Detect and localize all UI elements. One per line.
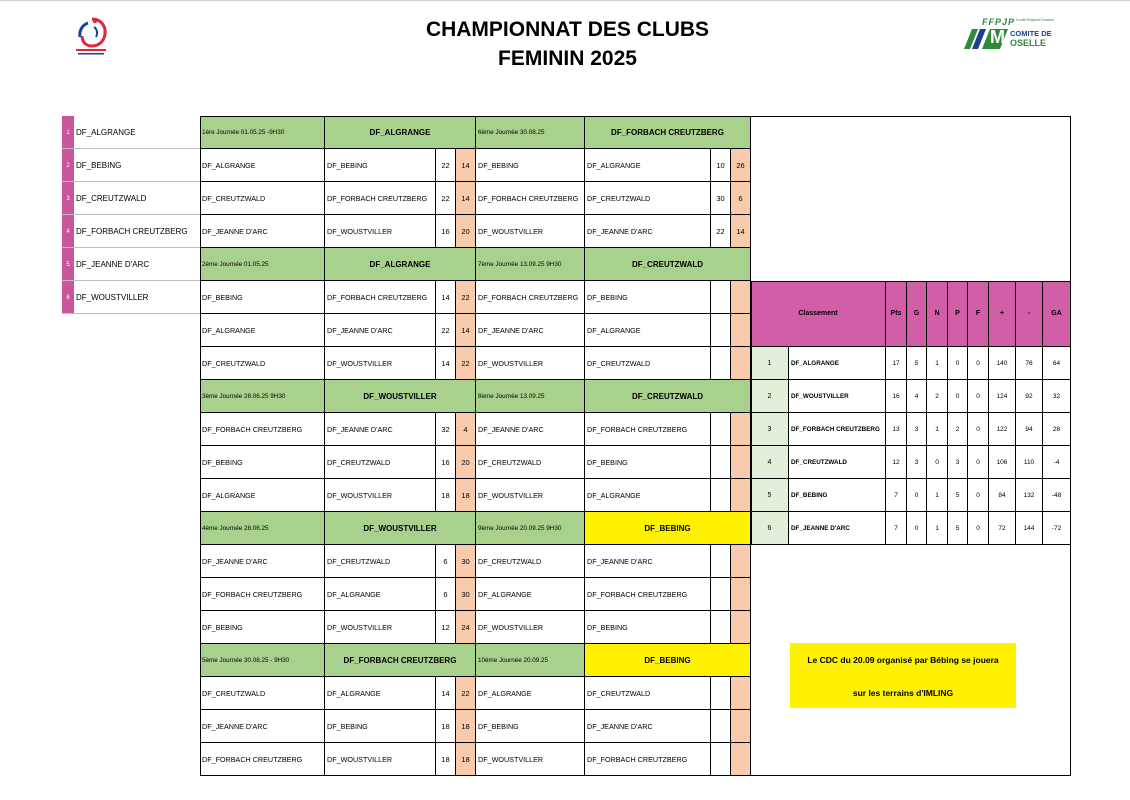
classement-minus: 76 (1016, 347, 1043, 380)
classement-plus: 72 (989, 512, 1016, 545)
right-score-b: 14 (731, 215, 751, 248)
left-team-b: DF_BEBING (325, 149, 436, 182)
classement-col-p: P (948, 281, 968, 347)
right-team-b: DF_BEBING (585, 446, 711, 479)
classement-p: 5 (948, 512, 968, 545)
left-score-b: 14 (456, 314, 476, 347)
classement-f: 0 (968, 446, 989, 479)
right-score-b (731, 446, 751, 479)
classement-plus: 106 (989, 446, 1016, 479)
left-score-a: 16 (436, 446, 456, 479)
classement-plus: 122 (989, 413, 1016, 446)
left-team-a: DF_JEANNE D'ARC (200, 545, 325, 578)
left-score-a: 18 (436, 479, 456, 512)
right-host-club: DF_CREUTZWALD (585, 380, 751, 413)
left-score-b: 4 (456, 413, 476, 446)
m-letter: M (990, 27, 1005, 47)
classement-rank: 1 (751, 347, 789, 380)
right-score-a (711, 413, 731, 446)
team-name: DF_ALGRANGE (76, 128, 136, 137)
left-day-header: 5ème Journée 30.08.25 - 9H30 (200, 644, 325, 677)
classement-g: 3 (907, 413, 927, 446)
left-score-b: 14 (456, 149, 476, 182)
team-name: DF_WOUSTVILLER (76, 293, 149, 302)
classement-ga: 32 (1043, 380, 1071, 413)
classement-minus: 144 (1016, 512, 1043, 545)
ffpjp-label: FFPJP (982, 17, 1016, 27)
classement-pts: 13 (886, 413, 907, 446)
classement-pts: 17 (886, 347, 907, 380)
comite-regional-label: Comité Régional Grandest (1016, 18, 1054, 22)
classement-plus: 124 (989, 380, 1016, 413)
team-list-item (62, 281, 200, 314)
right-team-b: DF_BEBING (585, 611, 711, 644)
right-score-b (731, 314, 751, 347)
left-score-b: 18 (456, 743, 476, 776)
classement-col-minus: - (1016, 281, 1043, 347)
left-team-b: DF_JEANNE D'ARC (325, 413, 436, 446)
right-team-a: DF_FORBACH CREUTZBERG (476, 182, 585, 215)
right-team-a: DF_BEBING (476, 149, 585, 182)
right-day-header: 9ème Journée 20.09.25 9H30 (476, 512, 585, 545)
classement-n: 1 (927, 347, 948, 380)
classement-plus: 140 (989, 347, 1016, 380)
right-day-header: 8ème Journée 13.09.25 (476, 380, 585, 413)
right-score-b (731, 281, 751, 314)
right-host-club: DF_BEBING (585, 512, 751, 545)
left-score-b: 20 (456, 446, 476, 479)
left-score-a: 12 (436, 611, 456, 644)
right-team-a: DF_ALGRANGE (476, 677, 585, 710)
right-score-b: 6 (731, 182, 751, 215)
ff-petanque-label (70, 51, 112, 54)
classement-p: 0 (948, 380, 968, 413)
classement-ga: -72 (1043, 512, 1071, 545)
classement-rank: 4 (751, 446, 789, 479)
left-team-b: DF_ALGRANGE (325, 677, 436, 710)
right-team-a: DF_FORBACH CREUTZBERG (476, 281, 585, 314)
left-host-club: DF_FORBACH CREUTZBERG (325, 644, 476, 677)
left-host-club: DF_ALGRANGE (325, 116, 476, 149)
classement-team: DF_CREUTZWALD (789, 446, 886, 479)
classement-n: 2 (927, 380, 948, 413)
right-score-b (731, 479, 751, 512)
right-team-b: DF_BEBING (585, 281, 711, 314)
classement-p: 2 (948, 413, 968, 446)
classement-minus: 110 (1016, 446, 1043, 479)
left-team-a: DF_ALGRANGE (200, 149, 325, 182)
left-team-a: DF_ALGRANGE (200, 314, 325, 347)
left-score-b: 30 (456, 578, 476, 611)
left-team-b: DF_WOUSTVILLER (325, 743, 436, 776)
team-number: 3 (66, 195, 70, 202)
left-team-b: DF_BEBING (325, 710, 436, 743)
right-score-b (731, 545, 751, 578)
left-score-a: 22 (436, 314, 456, 347)
classement-header: Classement (751, 281, 886, 347)
team-number: 1 (66, 129, 70, 136)
right-score-a (711, 578, 731, 611)
right-team-b: DF_ALGRANGE (585, 149, 711, 182)
right-team-a: DF_BEBING (476, 710, 585, 743)
left-score-a: 22 (436, 182, 456, 215)
classement-n: 1 (927, 479, 948, 512)
right-score-a (711, 347, 731, 380)
left-host-club: DF_WOUSTVILLER (325, 380, 476, 413)
right-team-b: DF_FORBACH CREUTZBERG (585, 578, 711, 611)
classement-f: 0 (968, 479, 989, 512)
right-score-a (711, 710, 731, 743)
classement-f: 0 (968, 413, 989, 446)
classement-g: 0 (907, 512, 927, 545)
right-host-club: DF_FORBACH CREUTZBERG (585, 116, 751, 149)
team-number: 5 (66, 261, 70, 268)
classement-p: 3 (948, 446, 968, 479)
left-team-b: DF_CREUTZWALD (325, 545, 436, 578)
note-line-2: sur les terrains d'IMLING (852, 688, 954, 698)
classement-f: 0 (968, 347, 989, 380)
classement-pts: 12 (886, 446, 907, 479)
left-team-a: DF_JEANNE D'ARC (200, 710, 325, 743)
left-team-b: DF_FORBACH CREUTZBERG (325, 182, 436, 215)
left-team-b: DF_JEANNE D'ARC (325, 314, 436, 347)
left-day-header: 1ère Journée 01.05.25 -9H30 (200, 116, 325, 149)
team-number: 6 (66, 294, 70, 301)
classement-rank: 3 (751, 413, 789, 446)
right-score-a (711, 545, 731, 578)
right-score-b (731, 611, 751, 644)
left-score-a: 6 (436, 578, 456, 611)
classement-n: 1 (927, 512, 948, 545)
team-list-item (62, 182, 200, 215)
classement-team: DF_WOUSTVILLER (789, 380, 886, 413)
left-team-a: DF_JEANNE D'ARC (200, 215, 325, 248)
left-team-b: DF_CREUTZWALD (325, 446, 436, 479)
classement-rank: 6 (751, 512, 789, 545)
classement-g: 3 (907, 446, 927, 479)
right-team-a: DF_JEANNE D'ARC (476, 314, 585, 347)
right-score-a (711, 479, 731, 512)
left-team-a: DF_BEBING (200, 611, 325, 644)
right-team-a: DF_WOUSTVILLER (476, 611, 585, 644)
classement-g: 0 (907, 479, 927, 512)
right-score-a (711, 677, 731, 710)
right-score-b (731, 347, 751, 380)
note-line-1: Le CDC du 20.09 organisé par Bébing se jouera (807, 655, 999, 665)
classement-g: 4 (907, 380, 927, 413)
left-team-a: DF_FORBACH CREUTZBERG (200, 413, 325, 446)
right-day-header: 10ème Journée 20.09.25 (476, 644, 585, 677)
left-host-club: DF_ALGRANGE (325, 248, 476, 281)
right-team-b: DF_ALGRANGE (585, 479, 711, 512)
right-score-a: 30 (711, 182, 731, 215)
classement-plus: 84 (989, 479, 1016, 512)
classement-p: 5 (948, 479, 968, 512)
right-score-b (731, 413, 751, 446)
right-day-header: 6ème Journée 30.08.25 (476, 116, 585, 149)
team-list-item (62, 215, 200, 248)
classement-rank: 2 (751, 380, 789, 413)
classement-n: 1 (927, 413, 948, 446)
page-title: CHAMPIONNAT DES CLUBS (425, 18, 710, 41)
classement-col-n: N (927, 281, 948, 347)
right-team-b: DF_FORBACH CREUTZBERG (585, 743, 711, 776)
classement-pts: 7 (886, 512, 907, 545)
right-team-a: DF_ALGRANGE (476, 578, 585, 611)
right-team-b: DF_CREUTZWALD (585, 677, 711, 710)
left-score-b: 24 (456, 611, 476, 644)
right-team-a: DF_WOUSTVILLER (476, 743, 585, 776)
left-team-a: DF_CREUTZWALD (200, 347, 325, 380)
left-score-b: 22 (456, 677, 476, 710)
classement-f: 0 (968, 512, 989, 545)
left-team-a: DF_ALGRANGE (200, 479, 325, 512)
right-team-a: DF_WOUSTVILLER (476, 347, 585, 380)
classement-team: DF_BEBING (789, 479, 886, 512)
right-score-a: 22 (711, 215, 731, 248)
team-name: DF_BEBING (76, 161, 122, 170)
right-score-a (711, 281, 731, 314)
left-team-b: DF_WOUSTVILLER (325, 347, 436, 380)
right-score-b (731, 578, 751, 611)
left-team-a: DF_CREUTZWALD (200, 182, 325, 215)
left-score-a: 22 (436, 149, 456, 182)
left-score-b: 18 (456, 710, 476, 743)
right-score-a (711, 446, 731, 479)
left-score-b: 18 (456, 479, 476, 512)
left-host-club: DF_WOUSTVILLER (325, 512, 476, 545)
classement-minus: 92 (1016, 380, 1043, 413)
classement-f: 0 (968, 380, 989, 413)
left-score-a: 14 (436, 281, 456, 314)
team-number: 2 (66, 162, 70, 169)
classement-col-plus: + (989, 281, 1016, 347)
classement-n: 0 (927, 446, 948, 479)
right-team-a: DF_CREUTZWALD (476, 545, 585, 578)
right-team-b: DF_FORBACH CREUTZBERG (585, 413, 711, 446)
classement-rank: 5 (751, 479, 789, 512)
comite-moselle-logo (962, 17, 1058, 51)
right-score-b (731, 677, 751, 710)
classement-g: 5 (907, 347, 927, 380)
top-border-line (0, 0, 1130, 1)
right-team-a: DF_JEANNE D'ARC (476, 413, 585, 446)
left-day-header: 2ème Journée 01.05.25 (200, 248, 325, 281)
left-team-a: DF_CREUTZWALD (200, 677, 325, 710)
team-name: DF_FORBACH CREUTZBERG (76, 227, 188, 236)
left-score-b: 22 (456, 347, 476, 380)
right-score-a (711, 611, 731, 644)
left-team-b: DF_WOUSTVILLER (325, 479, 436, 512)
right-score-a: 10 (711, 149, 731, 182)
right-team-a: DF_CREUTZWALD (476, 446, 585, 479)
classement-ga: -4 (1043, 446, 1071, 479)
team-name: DF_CREUTZWALD (76, 194, 147, 203)
right-score-a (711, 314, 731, 347)
team-number: 4 (66, 228, 70, 235)
right-team-a: DF_WOUSTVILLER (476, 215, 585, 248)
right-host-club: DF_CREUTZWALD (585, 248, 751, 281)
left-score-a: 14 (436, 347, 456, 380)
classement-minus: 94 (1016, 413, 1043, 446)
left-team-b: DF_WOUSTVILLER (325, 611, 436, 644)
right-host-club: DF_BEBING (585, 644, 751, 677)
right-score-b (731, 710, 751, 743)
left-day-header: 3ème Journée 28.06.25 9H30 (200, 380, 325, 413)
team-list-item (62, 149, 200, 182)
classement-team: DF_JEANNE D'ARC (789, 512, 886, 545)
left-team-a: DF_FORBACH CREUTZBERG (200, 743, 325, 776)
left-score-a: 18 (436, 710, 456, 743)
left-team-b: DF_ALGRANGE (325, 578, 436, 611)
left-team-a: DF_BEBING (200, 281, 325, 314)
right-team-b: DF_CREUTZWALD (585, 182, 711, 215)
left-score-a: 16 (436, 215, 456, 248)
classement-team: DF_ALGRANGE (789, 347, 886, 380)
right-team-b: DF_JEANNE D'ARC (585, 710, 711, 743)
team-list-item (62, 116, 200, 149)
left-score-b: 20 (456, 215, 476, 248)
team-list-item (62, 248, 200, 281)
classement-ga: 28 (1043, 413, 1071, 446)
classement-col-ga: GA (1043, 281, 1071, 347)
left-score-a: 6 (436, 545, 456, 578)
left-score-a: 32 (436, 413, 456, 446)
page-subtitle: FEMININ 2025 (498, 47, 637, 70)
left-score-b: 14 (456, 182, 476, 215)
info-note (790, 643, 1016, 708)
left-team-b: DF_FORBACH CREUTZBERG (325, 281, 436, 314)
classement-team: DF_FORBACH CREUTZBERG (789, 413, 886, 446)
ff-petanque-logo (70, 15, 112, 59)
right-team-b: DF_JEANNE D'ARC (585, 545, 711, 578)
left-score-b: 30 (456, 545, 476, 578)
left-team-a: DF_BEBING (200, 446, 325, 479)
classement-ga: 64 (1043, 347, 1071, 380)
classement-col-g: G (907, 281, 927, 347)
classement-pts: 16 (886, 380, 907, 413)
right-team-b: DF_ALGRANGE (585, 314, 711, 347)
classement-p: 0 (948, 347, 968, 380)
right-score-b: 26 (731, 149, 751, 182)
right-day-header: 7ème Journée 13.09.25 9H30 (476, 248, 585, 281)
right-team-b: DF_CREUTZWALD (585, 347, 711, 380)
team-name: DF_JEANNE D'ARC (76, 260, 150, 269)
left-score-b: 22 (456, 281, 476, 314)
classement-minus: 132 (1016, 479, 1043, 512)
left-score-a: 14 (436, 677, 456, 710)
left-team-a: DF_FORBACH CREUTZBERG (200, 578, 325, 611)
classement-ga: -48 (1043, 479, 1071, 512)
left-score-a: 18 (436, 743, 456, 776)
oselle-label: OSELLE (1010, 38, 1047, 48)
right-team-b: DF_JEANNE D'ARC (585, 215, 711, 248)
classement-pts: 7 (886, 479, 907, 512)
classement-col-pts: Pts (886, 281, 907, 347)
left-team-b: DF_WOUSTVILLER (325, 215, 436, 248)
right-score-b (731, 743, 751, 776)
classement-col-f: F (968, 281, 989, 347)
right-team-a: DF_WOUSTVILLER (476, 479, 585, 512)
left-day-header: 4ème Journée 28.06.25 (200, 512, 325, 545)
comite-de-label: COMITE DE (1010, 29, 1052, 38)
right-score-a (711, 743, 731, 776)
